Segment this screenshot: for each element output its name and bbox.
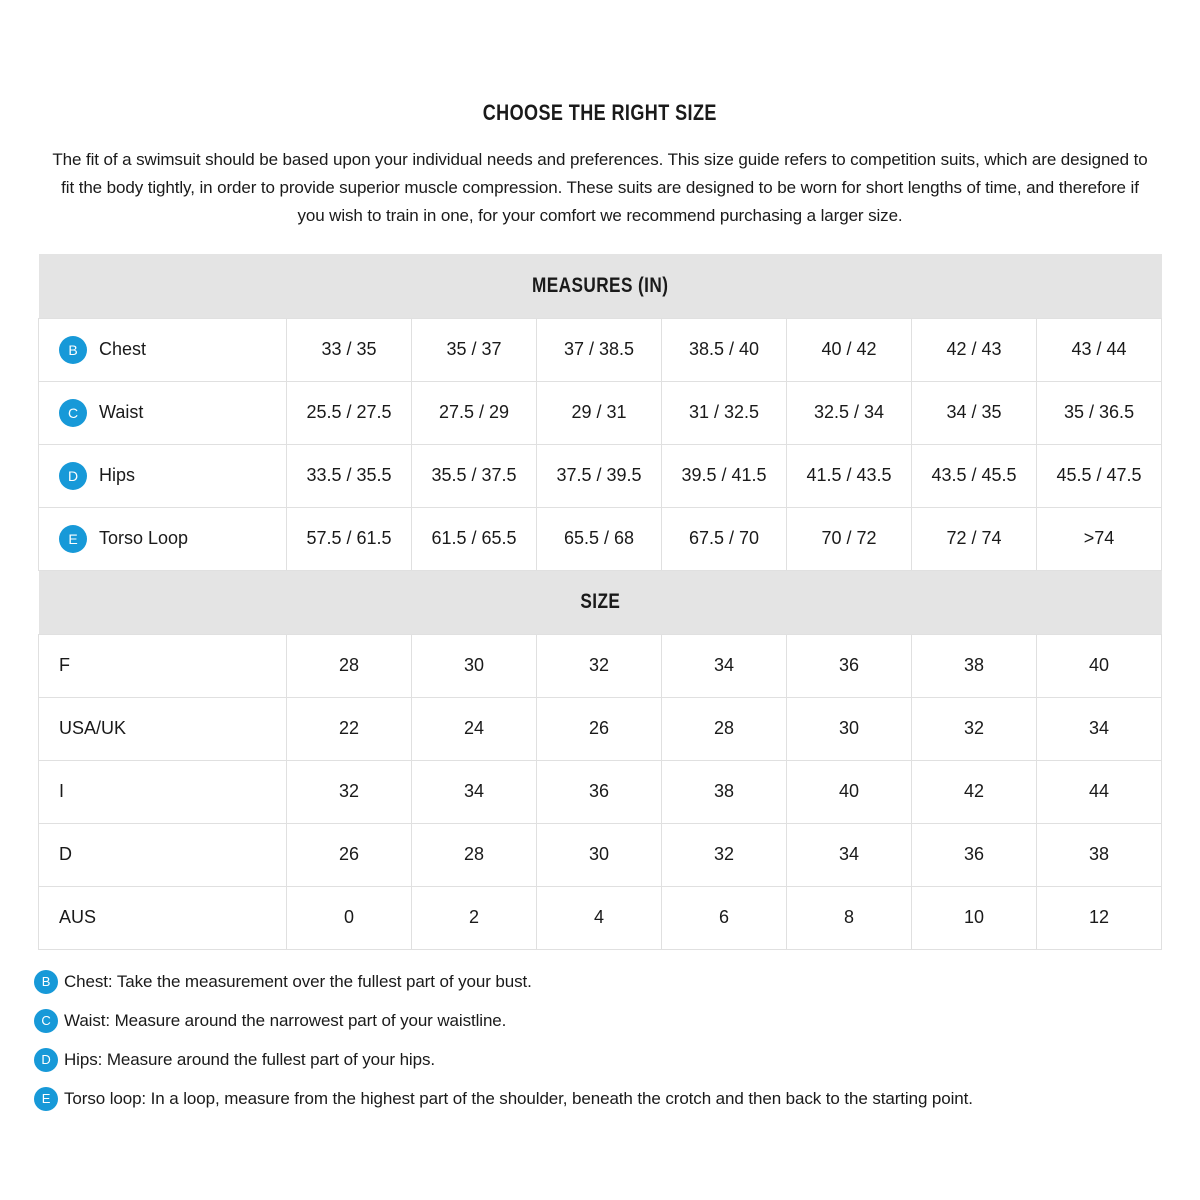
measures-section-header-row bbox=[39, 254, 1162, 318]
measure-value-cell: 35 / 37 bbox=[412, 318, 537, 381]
measure-value-cell: 61.5 / 65.5 bbox=[412, 507, 537, 570]
size-value-cell: 34 bbox=[412, 760, 537, 823]
measure-value-cell: 72 / 74 bbox=[912, 507, 1037, 570]
measure-e-icon: E bbox=[59, 525, 87, 553]
measure-label-text: Hips bbox=[99, 465, 136, 485]
size-section-header: SIZE bbox=[39, 570, 1162, 634]
size-value-cell: 40 bbox=[1037, 634, 1162, 697]
size-value-cell: 38 bbox=[662, 760, 787, 823]
measure-d-icon: D bbox=[59, 462, 87, 490]
measures-row-waist bbox=[39, 381, 1162, 444]
page-title-text: CHOOSE THE RIGHT SIZE bbox=[482, 100, 718, 125]
measures-section-header: MEASURES (IN) bbox=[39, 254, 1162, 318]
size-value-cell: 36 bbox=[912, 823, 1037, 886]
footnote-text: Waist: Measure around the narrowest part of your waistline. bbox=[64, 1010, 507, 1030]
size-value-cell: 26 bbox=[287, 823, 412, 886]
size-label-f: F bbox=[39, 634, 287, 697]
measure-c-icon: C bbox=[59, 399, 87, 427]
size-value-cell: 38 bbox=[912, 634, 1037, 697]
footnote-d-icon: D bbox=[34, 1048, 58, 1072]
measure-value-cell: 31 / 32.5 bbox=[662, 381, 787, 444]
size-row-i bbox=[39, 760, 1162, 823]
size-value-cell: 22 bbox=[287, 697, 412, 760]
size-value-cell: 32 bbox=[912, 697, 1037, 760]
measure-label-torso-loop bbox=[39, 507, 287, 570]
size-value-cell: 10 bbox=[912, 886, 1037, 949]
size-row-usa-uk bbox=[39, 697, 1162, 760]
size-value-cell: 28 bbox=[412, 823, 537, 886]
size-value-cell: 32 bbox=[537, 634, 662, 697]
footnote-hips bbox=[34, 1048, 1166, 1072]
measure-value-cell: 37.5 / 39.5 bbox=[537, 444, 662, 507]
measure-value-cell: 65.5 / 68 bbox=[537, 507, 662, 570]
size-value-cell: 42 bbox=[912, 760, 1037, 823]
size-value-cell: 30 bbox=[412, 634, 537, 697]
size-value-cell: 30 bbox=[537, 823, 662, 886]
size-value-cell: 32 bbox=[662, 823, 787, 886]
measure-value-cell: 25.5 / 27.5 bbox=[287, 381, 412, 444]
measure-value-cell: 38.5 / 40 bbox=[662, 318, 787, 381]
measure-value-cell: 27.5 / 29 bbox=[412, 381, 537, 444]
size-label-usa-uk: USA/UK bbox=[39, 697, 287, 760]
footnote-text: Hips: Measure around the fullest part of your hips. bbox=[64, 1049, 435, 1069]
footnote-c-icon: C bbox=[34, 1009, 58, 1033]
size-value-cell: 28 bbox=[287, 634, 412, 697]
footnote-text: Chest: Take the measurement over the fullest part of your bust. bbox=[64, 971, 532, 991]
measure-value-cell: 37 / 38.5 bbox=[537, 318, 662, 381]
size-row-aus bbox=[39, 886, 1162, 949]
size-row-f bbox=[39, 634, 1162, 697]
measure-value-cell: 34 / 35 bbox=[912, 381, 1037, 444]
footnote-waist bbox=[34, 1009, 1166, 1033]
measure-label-text: Waist bbox=[99, 402, 144, 422]
measure-value-cell: 32.5 / 34 bbox=[787, 381, 912, 444]
size-value-cell: 34 bbox=[662, 634, 787, 697]
size-label-d: D bbox=[39, 823, 287, 886]
size-value-cell: 24 bbox=[412, 697, 537, 760]
size-value-cell: 44 bbox=[1037, 760, 1162, 823]
size-value-cell: 0 bbox=[287, 886, 412, 949]
footnote-torso-loop bbox=[34, 1087, 1166, 1111]
size-guide-table bbox=[38, 254, 1162, 950]
measure-value-cell: 35.5 / 37.5 bbox=[412, 444, 537, 507]
size-value-cell: 40 bbox=[787, 760, 912, 823]
measure-value-cell: 70 / 72 bbox=[787, 507, 912, 570]
size-section-header-row bbox=[39, 570, 1162, 634]
measure-value-cell: 29 / 31 bbox=[537, 381, 662, 444]
intro-paragraph: The fit of a swimsuit should be based upon your individual needs and preferences. This size guide refers to competition suits, which are designed to fit the body tightly, in order to provide superior muscle compression. These suits are designed to be worn for short lengths of time, and therefore if you wish to train in one, for your comfort we recommend purchasing a larger size. bbox=[52, 150, 1148, 225]
measure-label-hips bbox=[39, 444, 287, 507]
measure-value-cell: 41.5 / 43.5 bbox=[787, 444, 912, 507]
size-guide-table-wrap bbox=[38, 254, 1162, 950]
size-value-cell: 6 bbox=[662, 886, 787, 949]
measure-value-cell: 43 / 44 bbox=[1037, 318, 1162, 381]
size-value-cell: 36 bbox=[537, 760, 662, 823]
measures-row-hips bbox=[39, 444, 1162, 507]
footnote-chest bbox=[34, 970, 1166, 994]
measure-label-text: Chest bbox=[99, 339, 147, 359]
measure-value-cell: 67.5 / 70 bbox=[662, 507, 787, 570]
measure-value-cell: 35 / 36.5 bbox=[1037, 381, 1162, 444]
measures-row-chest bbox=[39, 318, 1162, 381]
size-value-cell: 32 bbox=[287, 760, 412, 823]
size-value-cell: 12 bbox=[1037, 886, 1162, 949]
measure-label-waist bbox=[39, 381, 287, 444]
measure-value-cell: 45.5 / 47.5 bbox=[1037, 444, 1162, 507]
size-label-i: I bbox=[39, 760, 287, 823]
page-title bbox=[0, 100, 1200, 126]
size-value-cell: 30 bbox=[787, 697, 912, 760]
measures-row-torso-loop bbox=[39, 507, 1162, 570]
measure-value-cell: 39.5 / 41.5 bbox=[662, 444, 787, 507]
measure-value-cell: 57.5 / 61.5 bbox=[287, 507, 412, 570]
footnote-b-icon: B bbox=[34, 970, 58, 994]
size-value-cell: 26 bbox=[537, 697, 662, 760]
measure-value-cell: 42 / 43 bbox=[912, 318, 1037, 381]
footnote-text: Torso loop: In a loop, measure from the highest part of the shoulder, beneath the crotch and then back to the starting point. bbox=[64, 1088, 973, 1108]
size-label-aus: AUS bbox=[39, 886, 287, 949]
measure-value-cell: 33.5 / 35.5 bbox=[287, 444, 412, 507]
size-value-cell: 34 bbox=[787, 823, 912, 886]
size-row-d bbox=[39, 823, 1162, 886]
footnotes bbox=[34, 970, 1166, 1111]
measure-value-cell: 40 / 42 bbox=[787, 318, 912, 381]
measure-label-chest bbox=[39, 318, 287, 381]
size-value-cell: 8 bbox=[787, 886, 912, 949]
measure-value-cell: >74 bbox=[1037, 507, 1162, 570]
measure-label-text: Torso Loop bbox=[99, 528, 189, 548]
size-value-cell: 2 bbox=[412, 886, 537, 949]
measure-value-cell: 33 / 35 bbox=[287, 318, 412, 381]
measure-value-cell: 43.5 / 45.5 bbox=[912, 444, 1037, 507]
size-value-cell: 28 bbox=[662, 697, 787, 760]
measure-b-icon: B bbox=[59, 336, 87, 364]
size-value-cell: 4 bbox=[537, 886, 662, 949]
size-value-cell: 34 bbox=[1037, 697, 1162, 760]
size-value-cell: 38 bbox=[1037, 823, 1162, 886]
footnote-e-icon: E bbox=[34, 1087, 58, 1111]
size-value-cell: 36 bbox=[787, 634, 912, 697]
